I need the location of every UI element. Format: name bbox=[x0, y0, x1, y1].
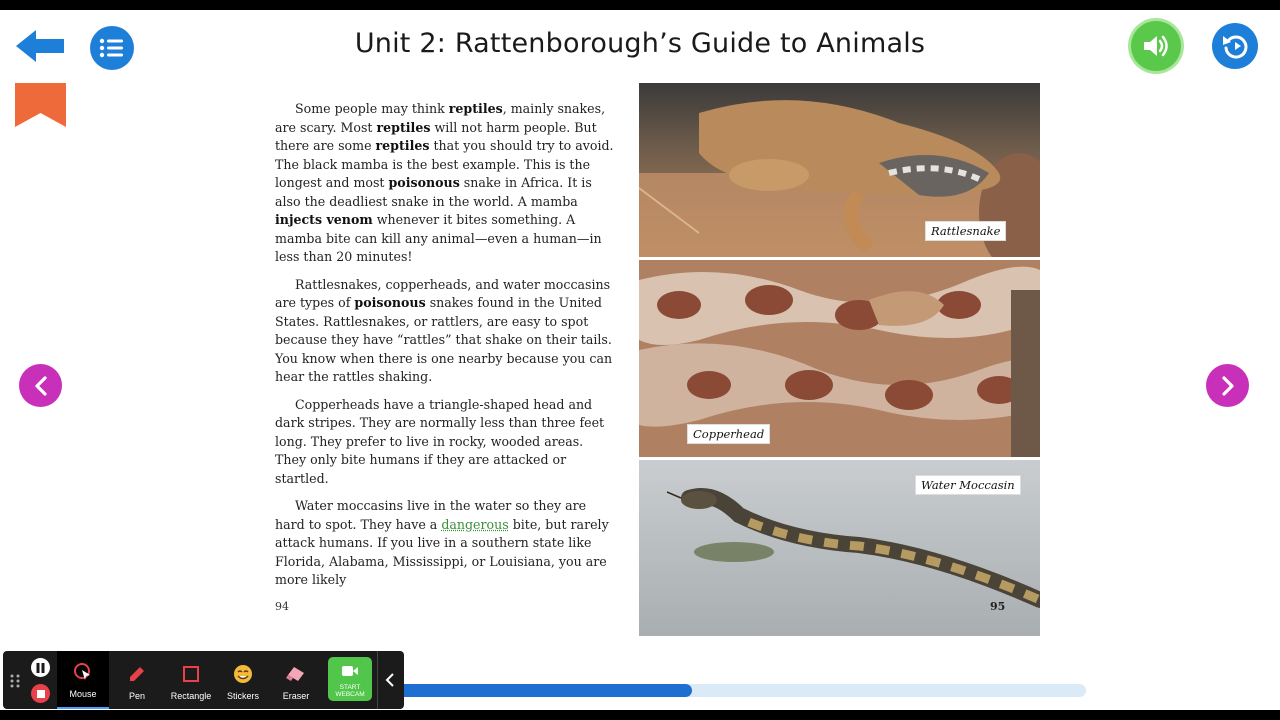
chevron-left-icon bbox=[32, 376, 50, 396]
drag-handle-icon[interactable] bbox=[9, 673, 21, 689]
pause-recording-button[interactable] bbox=[31, 658, 50, 677]
webcam-icon bbox=[339, 660, 361, 682]
bold-term: reptiles bbox=[376, 119, 431, 135]
reading-progress-fill bbox=[395, 684, 692, 697]
reading-progress-bar[interactable] bbox=[395, 684, 1086, 697]
stop-icon bbox=[37, 690, 45, 698]
text-run: snake in Africa. It is also the deadliest snake in the world. A mamba bbox=[275, 175, 592, 209]
eraser-tool-label: Eraser bbox=[282, 691, 310, 701]
page-number-right: 95 bbox=[990, 600, 1006, 613]
text-run: whenever it bites something. A mamba bite can kill any animal—even a human—in less than 20 minutes! bbox=[275, 212, 602, 264]
pen-tool-label: Pen bbox=[128, 691, 145, 701]
mouse-tool-button[interactable] bbox=[57, 651, 109, 709]
bold-term: poisonous bbox=[388, 175, 460, 190]
chevron-left-icon bbox=[385, 673, 395, 687]
bookmark-button[interactable] bbox=[15, 83, 66, 127]
speaker-icon bbox=[1141, 32, 1171, 60]
text-run: Water moccasins live in the water so they are hard to spot. They have a bbox=[275, 498, 587, 532]
paragraph bbox=[275, 396, 615, 489]
stop-recording-button[interactable] bbox=[31, 684, 50, 703]
recorder-toolbar bbox=[3, 651, 404, 709]
text-run: snakes found in the United States. Rattlesnakes, or rattlers, are easy to spot because they have “rattles” that shake on their tails. You know when there is one nearby because you can hear the rattles shaking. bbox=[275, 295, 613, 384]
arrow-left-icon bbox=[14, 28, 66, 64]
eraser-tool-button[interactable] bbox=[270, 651, 322, 709]
text-run: that you should try to avoid. The black mamba is the best example. This is the longest and most bbox=[275, 138, 614, 190]
caption-rattlesnake: Rattlesnake bbox=[925, 221, 1006, 241]
stickers-tool-label: Stickers bbox=[226, 691, 259, 701]
caption-copperhead: Copperhead bbox=[687, 424, 770, 444]
eraser-icon bbox=[285, 663, 307, 685]
rectangle-icon bbox=[180, 663, 202, 685]
text-run: Some people may think bbox=[295, 101, 449, 116]
bookmark-icon bbox=[15, 83, 66, 127]
reader-page bbox=[0, 10, 1280, 710]
rectangle-tool-button[interactable] bbox=[163, 651, 219, 709]
right-book-page bbox=[639, 83, 1040, 636]
page-title: Unit 2: Rattenborough’s Guide to Animals bbox=[354, 28, 926, 59]
bold-term: reptiles bbox=[375, 138, 430, 153]
back-button[interactable] bbox=[12, 26, 68, 66]
bold-term: injects venom bbox=[275, 212, 373, 227]
bold-term: reptiles bbox=[448, 101, 503, 116]
smiley-icon bbox=[232, 663, 254, 685]
paragraph bbox=[275, 100, 615, 267]
rectangle-tool-label: Rectangle bbox=[170, 691, 212, 701]
next-page-button[interactable] bbox=[1206, 364, 1249, 407]
reset-icon bbox=[1220, 31, 1250, 61]
stickers-tool-button[interactable] bbox=[217, 651, 269, 709]
pen-icon bbox=[126, 663, 148, 685]
text-run: will not harm people. But there are some bbox=[275, 119, 597, 153]
previous-page-button[interactable] bbox=[19, 364, 62, 407]
menu-button[interactable] bbox=[90, 26, 134, 70]
chevron-right-icon bbox=[1219, 376, 1237, 396]
caption-water-moccasin: Water Moccasin bbox=[915, 475, 1021, 495]
paragraph bbox=[275, 497, 615, 590]
text-run: , mainly snakes, are scary. Most bbox=[275, 101, 606, 135]
highlighted-word: dangerous bbox=[441, 516, 509, 532]
start-webcam-button[interactable] bbox=[328, 657, 372, 701]
sound-button[interactable] bbox=[1131, 21, 1181, 71]
left-book-page bbox=[275, 100, 615, 620]
start-webcam-label: START WEBCAM bbox=[335, 684, 365, 698]
collapse-toolbar-button[interactable] bbox=[377, 651, 402, 709]
bold-term: poisonous bbox=[354, 295, 426, 310]
water-moccasin-photo bbox=[639, 460, 1040, 636]
text-run: Rattlesnakes, copperheads, and water moccasins are types of bbox=[275, 276, 611, 310]
copperhead-photo bbox=[639, 260, 1040, 457]
paragraph bbox=[275, 276, 615, 387]
text-run: bite, but rarely attack humans. If you live in a southern state like Florida, Alabama, Mississippi, or Louisiana, you are more likely bbox=[275, 516, 609, 587]
cursor-icon bbox=[72, 661, 94, 683]
reset-button[interactable] bbox=[1212, 23, 1258, 69]
mouse-tool-label: Mouse bbox=[69, 689, 97, 699]
pen-tool-button[interactable] bbox=[111, 651, 163, 709]
text-run: Copperheads have a triangle-shaped head and dark stripes. They are normally less than three feet long. They prefer to live in rocky, wooded areas. They only bite humans if they are attacked or startled. bbox=[275, 396, 605, 486]
pause-icon bbox=[36, 663, 45, 673]
list-menu-icon bbox=[99, 37, 125, 59]
rattlesnake-photo bbox=[639, 83, 1040, 257]
page-number-left: 94 bbox=[275, 600, 289, 613]
